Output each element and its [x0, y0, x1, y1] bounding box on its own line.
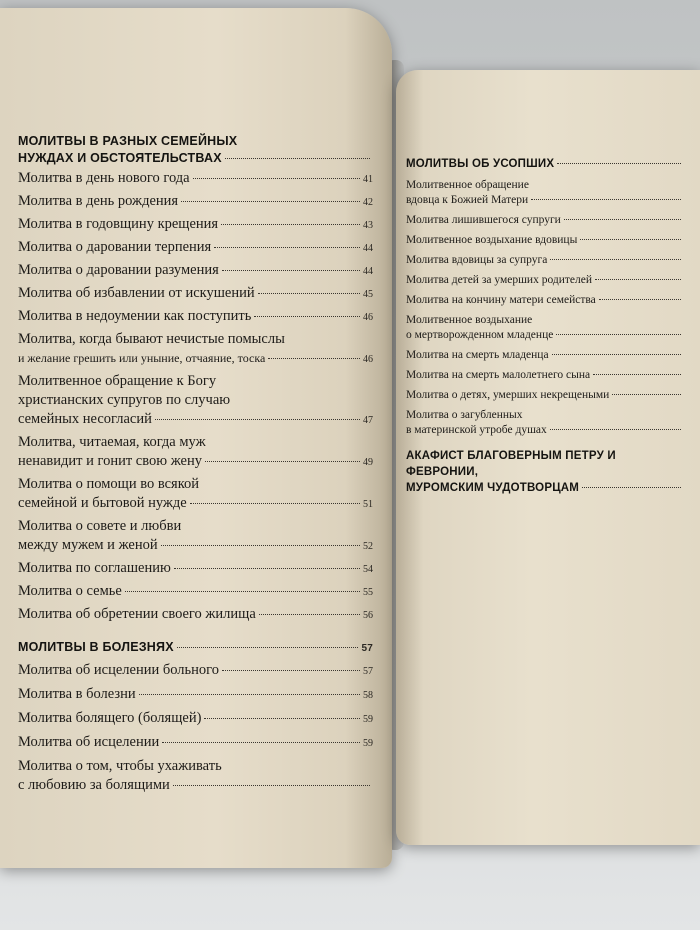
toc-entry [406, 233, 684, 248]
dot-leader [552, 354, 681, 355]
toc-entry-title: Молитвенное обращение к Богу [18, 373, 217, 389]
page-number: 46 [363, 354, 373, 365]
toc-entry-title: Молитва лишившегося супруги [406, 214, 561, 226]
dot-leader [190, 503, 360, 504]
dot-leader [173, 785, 370, 786]
page-number: 52 [363, 541, 373, 552]
section-heading-departed [406, 156, 684, 172]
dot-leader [550, 259, 681, 260]
toc-entry-title: вдовца к Божией Матери [406, 194, 529, 206]
page-number: 59 [363, 738, 373, 749]
dot-leader [125, 591, 360, 592]
dot-leader [582, 487, 681, 488]
dot-leader [595, 279, 681, 280]
toc-entry [18, 475, 373, 514]
toc-entry-title: Молитва об избавлении от искушений [18, 285, 255, 301]
toc-entry-title: Молитва в болезни [18, 686, 136, 702]
page-number: 57 [363, 666, 373, 677]
toc-entry [406, 213, 684, 228]
toc-entry-title: Молитва об исцелении больного [18, 662, 219, 678]
toc-entry-title: Молитва на смерть младенца [406, 349, 549, 361]
toc-entry-title: Молитва в день нового года [18, 170, 190, 186]
page-number: 57 [361, 643, 373, 654]
left-page [0, 8, 392, 868]
toc-entry-title: Молитва о загубленных [406, 409, 523, 421]
page-number: 42 [363, 197, 373, 208]
toc-entry-title: Молитва на кончину матери семейства [406, 294, 596, 306]
page-number: 56 [363, 610, 373, 621]
toc-entry [406, 313, 684, 343]
toc-entry [18, 372, 373, 430]
dot-leader [259, 614, 360, 615]
dot-leader [557, 163, 681, 164]
toc-entry-title: Молитва по соглашению [18, 560, 171, 576]
page-number: 44 [363, 243, 373, 254]
toc-entry [18, 433, 373, 472]
heading-line: НУЖДАХ И ОБСТОЯТЕЛЬСТВАХ [18, 151, 222, 165]
dot-leader [564, 219, 681, 220]
toc-entry-title: Молитвенное воздыхание вдовицы [406, 234, 578, 246]
toc-entry-title: Молитва о помощи во всякой [18, 476, 200, 492]
dot-leader [204, 718, 360, 719]
toc-entry-title: о мертворожденном младенце [406, 329, 554, 341]
section-heading-illness [18, 639, 373, 657]
page-number: 41 [363, 174, 373, 185]
toc-entry [18, 215, 373, 235]
toc-entry [406, 253, 684, 268]
dot-leader [222, 270, 360, 271]
toc-entry-title: Молитва о семье [18, 583, 122, 599]
toc-entry [406, 293, 684, 308]
toc-entry-title: Молитва в годовщину крещения [18, 216, 219, 232]
page-number: 58 [363, 690, 373, 701]
toc-entry [18, 169, 373, 189]
toc-entry-title: семейной и бытовой нужде [18, 495, 187, 511]
dot-leader [161, 545, 360, 546]
toc-entry [18, 192, 373, 212]
dot-leader [205, 461, 360, 462]
toc-entry [406, 408, 684, 438]
heading-line: АКАФИСТ БЛАГОВЕРНЫМ ПЕТРУ И ФЕВРОНИИ, [406, 450, 616, 478]
toc-entry-title: Молитвенное воздыхание [406, 314, 533, 326]
toc-entry-title: между мужем и женой [18, 537, 158, 553]
dot-leader [580, 239, 681, 240]
dot-leader [139, 694, 360, 695]
dot-leader [174, 568, 360, 569]
section-heading-family-needs [18, 133, 373, 167]
heading-line: МОЛИТВЫ ОБ УСОПШИХ [406, 158, 555, 170]
toc-entry-title: Молитвенное обращение [406, 179, 529, 191]
toc-list-illness [18, 661, 373, 795]
dot-leader [221, 224, 360, 225]
toc-entry [18, 330, 373, 369]
toc-entry-title: Молитва болящего (болящей) [18, 710, 202, 726]
toc-entry-title: Молитва о совете и любви [18, 518, 182, 534]
toc-entry-title: ненавидит и гонит свою жену [18, 453, 202, 469]
toc-entry-title: Молитва на смерть малолетнего сына [406, 369, 591, 381]
toc-entry-title: Молитва об обретении своего жилища [18, 606, 256, 622]
toc-entry [18, 757, 373, 795]
right-page-contents [406, 156, 684, 496]
dot-leader [214, 247, 360, 248]
toc-entry-title: Молитва, когда бывают нечистые помыслы [18, 331, 285, 347]
toc-entry [406, 388, 684, 403]
toc-entry-title: Молитва о даровании терпения [18, 239, 212, 255]
toc-entry [18, 709, 373, 729]
toc-entry [18, 238, 373, 258]
toc-entry [18, 605, 373, 625]
dot-leader [593, 374, 681, 375]
left-page-contents [18, 133, 373, 799]
page-number: 47 [363, 415, 373, 426]
right-page [396, 70, 700, 845]
toc-entry-title: Молитва вдовицы за супруга [406, 254, 548, 266]
toc-entry [18, 559, 373, 579]
dot-leader [531, 199, 681, 200]
page-number: 45 [363, 289, 373, 300]
heading-line: МУРОМСКИМ ЧУДОТВОРЦАМ [406, 482, 580, 494]
page-number: 46 [363, 312, 373, 323]
page-number: 55 [363, 587, 373, 598]
dot-leader [268, 358, 360, 359]
page-number: 43 [363, 220, 373, 231]
page-number: 59 [363, 714, 373, 725]
toc-entry-title: Молитва о том, чтобы ухаживать [18, 758, 222, 774]
toc-entry [406, 368, 684, 383]
toc-entry-title: Молитва о даровании разумения [18, 262, 219, 278]
toc-entry-title: Молитва, читаемая, когда муж [18, 434, 206, 450]
dot-leader [612, 394, 681, 395]
dot-leader [181, 201, 360, 202]
toc-entry [18, 661, 373, 681]
dot-leader [177, 647, 359, 648]
toc-entry [18, 733, 373, 753]
toc-entry-title: семейных несогласий [18, 411, 152, 427]
dot-leader [556, 334, 681, 335]
section-heading-akathist [406, 448, 684, 496]
toc-entry [18, 261, 373, 281]
toc-entry-title: Молитва в недоумении как поступить [18, 308, 252, 324]
toc-entry [18, 284, 373, 304]
toc-entry-title: Молитва об исцелении [18, 734, 160, 750]
toc-entry-title: христианских супругов по случаю [18, 392, 231, 408]
page-number: 49 [363, 457, 373, 468]
dot-leader [222, 670, 360, 671]
dot-leader [599, 299, 681, 300]
toc-entry [18, 307, 373, 327]
dot-leader [254, 316, 360, 317]
page-number: 44 [363, 266, 373, 277]
toc-list-departed [406, 178, 684, 438]
toc-entry-title: и желание грешить или уныние, отчаяние, тоска [18, 351, 266, 365]
toc-entry-title: Молитва в день рождения [18, 193, 179, 209]
dot-leader [550, 429, 681, 430]
toc-entry [18, 582, 373, 602]
toc-entry-title: Молитва детей за умерших родителей [406, 274, 593, 286]
toc-entry [18, 517, 373, 556]
dot-leader [155, 419, 360, 420]
heading-line: МОЛИТВЫ В БОЛЕЗНЯХ [18, 640, 174, 654]
page-number: 51 [363, 499, 373, 510]
dot-leader [162, 742, 360, 743]
toc-entry-title: Молитва о детях, умерших некрещеными [406, 389, 610, 401]
toc-entry [406, 348, 684, 363]
toc-entry-title: с любовию за болящими [18, 777, 170, 793]
dot-leader [225, 158, 370, 159]
toc-list-family-needs [18, 169, 373, 625]
heading-line: МОЛИТВЫ В РАЗНЫХ СЕМЕЙНЫХ [18, 134, 238, 148]
page-number: 54 [363, 564, 373, 575]
toc-entry [406, 178, 684, 208]
dot-leader [193, 178, 360, 179]
toc-entry [18, 685, 373, 705]
toc-entry [406, 273, 684, 288]
toc-entry-title: в материнской утробе душах [406, 424, 547, 436]
dot-leader [258, 293, 360, 294]
